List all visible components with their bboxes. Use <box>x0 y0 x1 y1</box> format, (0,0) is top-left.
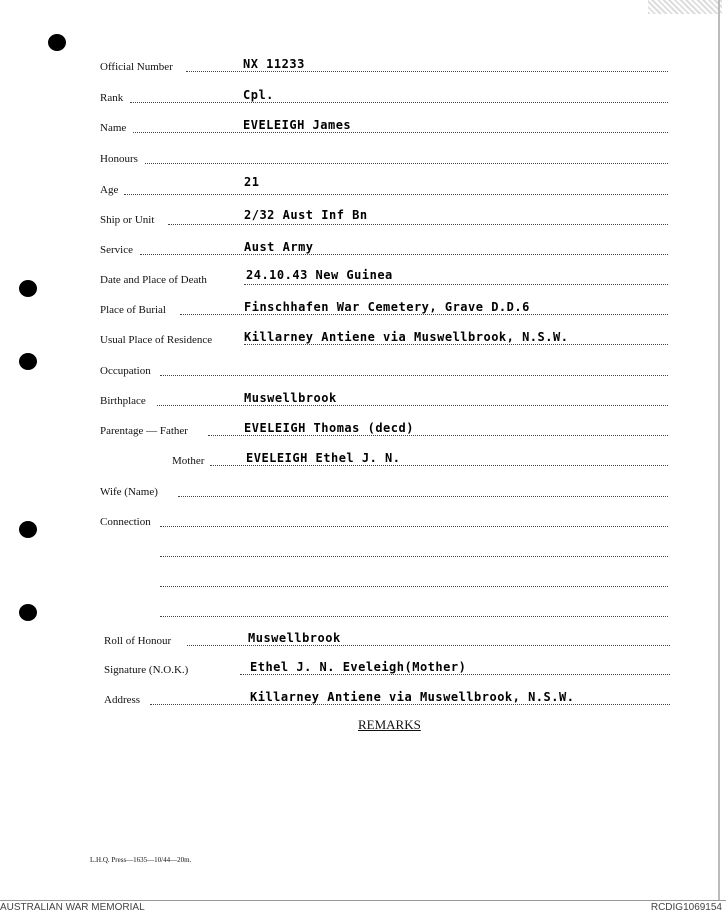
signature-value: Ethel J. N. Eveleigh(Mother) <box>250 660 467 674</box>
footer-record-id: RCDIG1069154 <box>650 902 722 913</box>
birthplace-label: Birthplace <box>100 395 146 407</box>
row-age <box>0 175 726 198</box>
usual-residence-label: Usual Place of Residence <box>100 334 213 346</box>
blank-line-3 <box>160 616 668 617</box>
row-date-place-death <box>0 270 726 288</box>
usual-residence-value: Killarney Antiene via Muswellbrook, N.S.W. <box>244 330 569 344</box>
row-blank-2 <box>0 572 726 590</box>
date-place-death-label: Date and Place of Death <box>100 274 207 286</box>
row-blank-3 <box>0 602 726 620</box>
row-father <box>0 421 726 439</box>
usual-residence-leader <box>244 344 668 345</box>
scan-corner-mark <box>648 0 722 14</box>
connection-label: Connection <box>100 516 151 528</box>
service-value: Aust Army <box>244 240 314 254</box>
father-value: EVELEIGH Thomas (decd) <box>244 421 414 435</box>
connection-leader <box>160 526 668 527</box>
row-service <box>0 240 726 258</box>
ship-or-unit-label: Ship or Unit <box>100 214 155 226</box>
mother-leader <box>210 465 668 466</box>
occupation-leader <box>160 375 668 376</box>
name-label: Name <box>100 122 127 134</box>
date-place-death-leader <box>244 284 668 285</box>
age-leader <box>124 194 668 195</box>
address-value: Killarney Antiene via Muswellbrook, N.S.W. <box>250 690 575 704</box>
birthplace-value: Muswellbrook <box>244 391 337 405</box>
father-label: Parentage — Father <box>100 425 188 437</box>
address-leader <box>150 704 670 705</box>
row-address <box>0 690 726 708</box>
roll-of-honour-value: Muswellbrook <box>248 631 341 645</box>
official-number-value: NX 11233 <box>243 57 305 71</box>
footer-archive-name: AUSTRALIAN WAR MEMORIAL <box>0 902 145 913</box>
rank-value: Cpl. <box>243 88 274 102</box>
footer-rule <box>0 900 726 901</box>
row-roll-of-honour <box>0 631 726 649</box>
row-official-number <box>0 57 726 75</box>
name-value: EVELEIGH James <box>243 118 352 132</box>
row-place-of-burial <box>0 300 726 318</box>
row-name <box>0 118 726 136</box>
wife-leader <box>178 496 668 497</box>
blank-line-2 <box>160 586 668 587</box>
mother-value: EVELEIGH Ethel J. N. <box>246 451 401 465</box>
place-of-burial-value: Finschhafen War Cemetery, Grave D.D.6 <box>244 300 530 314</box>
row-occupation <box>0 361 726 379</box>
roll-of-honour-label: Roll of Honour <box>104 635 172 647</box>
date-place-death-value: 24.10.43 New Guinea <box>246 268 393 282</box>
row-connection <box>0 512 726 530</box>
honours-label: Honours <box>100 153 138 165</box>
row-ship-or-unit <box>0 210 726 228</box>
row-honours <box>0 149 726 167</box>
official-number-label: Official Number <box>100 61 173 73</box>
rank-leader <box>130 102 668 103</box>
row-signature <box>0 660 726 678</box>
blank-line-1 <box>160 556 668 557</box>
father-leader <box>208 435 668 436</box>
remarks-heading: REMARKS <box>358 717 421 732</box>
wife-label: Wife (Name) <box>100 486 158 498</box>
address-label: Address <box>104 694 141 706</box>
mother-label: Mother <box>172 455 205 467</box>
age-value: 21 <box>244 175 260 189</box>
honours-leader <box>145 163 668 164</box>
roll-of-honour-leader <box>187 645 670 646</box>
ship-or-unit-value: 2/32 Aust Inf Bn <box>244 208 368 222</box>
occupation-label: Occupation <box>100 365 151 377</box>
service-label: Service <box>100 244 133 256</box>
place-of-burial-label: Place of Burial <box>100 304 166 316</box>
row-wife <box>0 482 726 500</box>
row-usual-residence <box>0 330 726 348</box>
name-leader <box>133 132 668 133</box>
rank-label: Rank <box>100 92 124 104</box>
row-rank <box>0 88 726 106</box>
punch-hole-1 <box>48 34 66 51</box>
signature-leader <box>240 674 670 675</box>
signature-label: Signature (N.O.K.) <box>104 664 189 676</box>
age-label: Age <box>100 184 119 196</box>
official-number-leader <box>186 71 668 72</box>
service-leader <box>140 254 668 255</box>
place-of-burial-leader <box>180 314 668 315</box>
ship-or-unit-leader <box>168 224 668 225</box>
press-note: L.H.Q. Press—1635—10/44—20m. <box>90 856 192 864</box>
birthplace-leader <box>157 405 668 406</box>
row-birthplace <box>0 391 726 409</box>
row-mother <box>0 451 726 469</box>
row-blank-1 <box>0 542 726 560</box>
